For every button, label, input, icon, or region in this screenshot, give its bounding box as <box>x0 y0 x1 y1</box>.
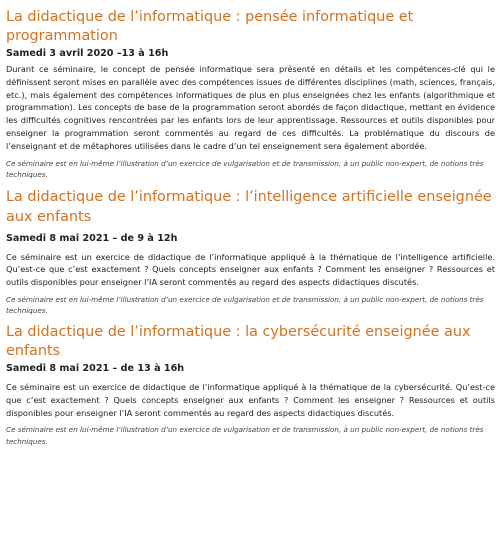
seminar-title: La didactique de l’informatique : pensée informatique et programmation <box>6 9 414 44</box>
seminar-section-cybersecurity <box>6 323 495 447</box>
seminar-description: Ce séminaire est un exercice de didactique de l’informatique appliqué à la thématique de la cybersécurité. Qu’est-ce que c’est exactement ? Quels concepts enseigner aux enfants ? Comment les enseigner ? Ressources et outils disponibles pour enseigner l’IA seront commentés au regard des aspects didactiques discutés. <box>6 381 495 418</box>
seminar-description: Ce séminaire est un exercice de didactique de l’informatique appliqué à la thématique de l’intelligence artificielle. Qu’est-ce que c’est exactement ? Quels concepts enseigner aux enfants ? Comment les enseigner ? Ressources et outils disponibles pour enseigner l’IA seront commentés au regard des aspects didactiques discutés. <box>6 251 495 288</box>
seminar-date: Samedi 8 mai 2021 – de 9 à 12h <box>6 232 178 244</box>
seminar-description: Durant ce séminaire, le concept de pensée informatique sera présenté en détails et les compétences-clé qui le définissent seront mises en parallèle avec des compétences issues de différentes disciplines (math, sciences, français, etc.), mais également des compétences informatiques de plus en plus enseignées chez les enfants (algorithmique et programmation). Les concepts de base de la programmation seront abordés de façon didactique, mettant en évidence les difficultés cognitives rencontrées par les enfants lors de leur apprentissage. Ressources et outils disponibles pour enseigner la programmation seront commentés au regard de ces difficultés. La problématique du discours de l’enseignant et de métaphores utilisées dans le cadre d’un tel enseignement sera également abordée. <box>6 64 495 151</box>
seminar-title: La didactique de l’informatique : la cybersécurité enseignée aux enfants <box>6 323 471 359</box>
seminar-section-programming <box>6 8 495 181</box>
seminar-date: Samedi 8 mai 2021 – de 13 à 16h <box>6 362 185 374</box>
seminar-note: Ce séminaire est en lui-même l’illustration d’un exercice de vulgarisation et de transmission, à un public non-expert, de notions très techniques. <box>6 294 484 316</box>
seminar-section-ai <box>6 187 495 317</box>
seminar-note: Ce séminaire est en lui-même l’illustration d’un exercice de vulgarisation et de transmission, à un public non-expert, de notions très techniques. <box>6 425 484 446</box>
seminar-title: La didactique de l’informatique : l’intelligence artificielle enseignée aux enfants <box>6 188 492 225</box>
seminar-note: Ce séminaire est en lui-même l’illustration d’un exercice de vulgarisation et de transmission, à un public non-expert, de notions très techniques. <box>6 158 484 180</box>
seminar-date: Samedi 3 avril 2020 –13 à 16h <box>6 48 169 59</box>
